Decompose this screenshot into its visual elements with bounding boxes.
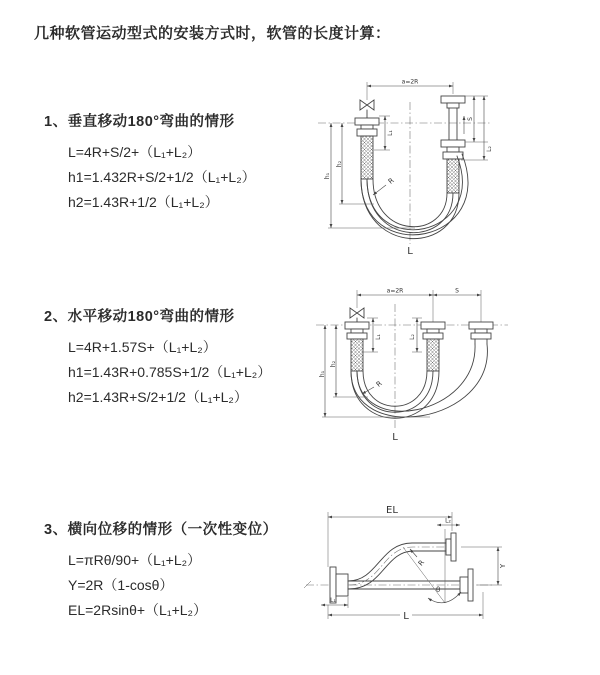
dim-label-a2r: a=2R <box>401 78 419 86</box>
formula-l: L=πRθ/90+（L₁+L₂） <box>68 552 202 568</box>
radius-leader <box>410 549 426 568</box>
formula-el: EL=2Rsinθ+（L₁+L₂） <box>68 602 207 618</box>
right-lower-flange <box>468 569 473 601</box>
dim-label-s: S <box>467 117 474 121</box>
dim-label-el: EL <box>386 505 398 516</box>
section-3 <box>44 518 278 623</box>
dimension-s <box>433 288 481 296</box>
section-1-heading: 1、垂直移动180°弯曲的情形 <box>44 114 235 130</box>
valve-icon <box>360 100 374 118</box>
dim-label-h1: h₁ <box>319 370 326 378</box>
diagram-lateral-displacement <box>300 495 600 635</box>
formula-l: L=4R+1.57S+（L₁+L₂） <box>68 339 217 355</box>
dimension-l2 <box>437 518 460 526</box>
middle-flange <box>421 322 445 371</box>
diagram-2-drawing <box>310 282 600 444</box>
page-title: 几种软管运动型式的安装方式时，软管的长度计算： <box>34 25 391 42</box>
dim-label-r: R <box>416 558 427 568</box>
right-flange <box>469 322 493 344</box>
braid-section <box>361 136 373 179</box>
left-flange <box>355 118 379 179</box>
section-2 <box>44 305 271 410</box>
radius-leader <box>373 176 396 195</box>
formula-h2: h2=1.43R+S/2+1/2（L₁+L₂） <box>68 389 248 405</box>
dim-label-y: Y <box>499 563 507 569</box>
dim-label-h2: h₂ <box>336 160 343 168</box>
right-flange-assembly <box>441 96 465 193</box>
dimension-el <box>328 505 452 567</box>
formula-l: L=4R+S/2+（L₁+L₂） <box>68 144 202 160</box>
section-3-heading: 3、横向位移的情形（一次性变位） <box>44 522 278 538</box>
formula-h2: h2=1.43R+1/2（L₁+L₂） <box>68 194 219 210</box>
dim-label-l2: L₂ <box>486 146 493 152</box>
dim-label-l-total: L <box>392 432 398 443</box>
right-upper-flange <box>451 533 456 561</box>
dimension-a2r <box>367 79 453 101</box>
section-2-heading: 2、水平移动180°弯曲的情形 <box>44 309 235 325</box>
dim-label-s: S <box>455 287 459 295</box>
formula-h1: h1=1.43R+0.785S+1/2（L₁+L₂） <box>68 364 272 380</box>
dim-label-l-total: L <box>407 246 413 257</box>
section-1 <box>44 110 256 215</box>
dim-label-h1: h₁ <box>324 172 331 180</box>
dim-label-l2: L₂ <box>409 334 416 340</box>
dimension-l1 <box>321 597 348 608</box>
braid-section <box>447 159 459 193</box>
dimension-l2 <box>484 96 493 160</box>
dim-label-h2: h₂ <box>330 360 337 368</box>
dimension-l <box>328 592 483 622</box>
left-flange <box>345 322 369 371</box>
dim-label-l-total: L <box>403 611 409 622</box>
centerline-tick <box>304 581 311 588</box>
dim-label-l1: L₁ <box>330 597 336 604</box>
diagram-3-drawing <box>300 495 600 635</box>
radius-leader <box>362 379 384 394</box>
right-upper-collar <box>446 539 451 555</box>
dim-label-r: R <box>386 176 396 186</box>
diagram-1-drawing <box>312 76 600 262</box>
dimension-a2r <box>357 288 481 323</box>
hose-curves <box>351 344 487 418</box>
right-lower-collar <box>460 577 468 593</box>
dim-label-theta: θ <box>436 586 441 594</box>
valve-icon <box>350 308 364 322</box>
formula-y: Y=2R（1-cosθ） <box>68 577 174 593</box>
braid-section <box>427 339 439 371</box>
braid-section <box>351 339 363 371</box>
dim-label-r: R <box>374 379 384 389</box>
formula-h1: h1=1.432R+S/2+1/2（L₁+L₂） <box>68 169 256 185</box>
diagram-vertical-180-bend <box>312 76 600 262</box>
dim-label-l1: L₁ <box>375 334 382 340</box>
diagram-horizontal-180-bend <box>310 282 600 444</box>
dim-label-a2r: a=2R <box>386 287 404 295</box>
dim-label-l2: L₂ <box>445 517 451 525</box>
dim-label-l1: L₁ <box>387 130 394 136</box>
dimension-l2 <box>409 318 422 352</box>
